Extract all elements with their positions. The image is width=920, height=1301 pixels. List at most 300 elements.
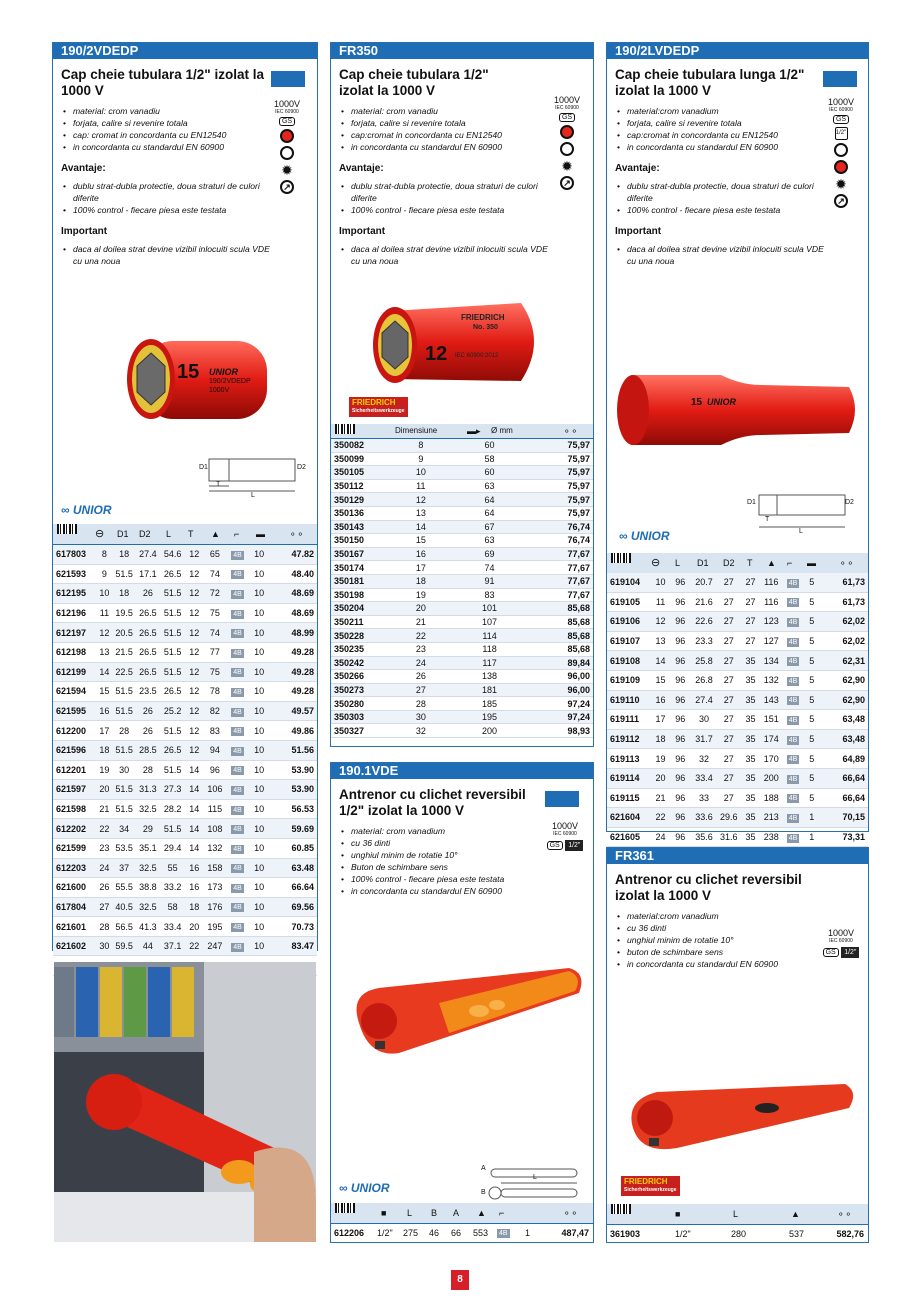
cell-d2: 27 — [717, 612, 741, 632]
features-list — [331, 825, 556, 897]
cell-code: 619112 — [607, 729, 652, 749]
cell-price: 83.47 — [269, 936, 317, 956]
cell-price: 49.28 — [269, 682, 317, 702]
cell-t: 12 — [184, 603, 204, 623]
cell-size: 21 — [652, 788, 670, 808]
feature-item: • cap: cromat in concordanta cu EN12540 — [63, 129, 278, 141]
advantage-item: • dublu strat-dubla protectie, doua straturi de culori diferite — [341, 180, 556, 204]
table-row — [53, 780, 317, 800]
important-item: • daca al doilea strat devine vizibil inlocuiti scula VDE cu una noua — [617, 243, 832, 267]
cell-price: 62,90 — [820, 670, 868, 690]
table-row — [331, 547, 593, 561]
cell-code: 621593 — [53, 564, 96, 584]
col-d1: D1 — [117, 529, 129, 539]
cell-t: 20 — [184, 917, 204, 937]
cell-a: 66 — [451, 1228, 462, 1238]
cell-diameter: 69 — [448, 547, 530, 561]
cell-d2: 29.6 — [717, 808, 741, 828]
cell-d2: 27 — [717, 670, 741, 690]
cell-t: 35 — [741, 827, 761, 847]
cell-d1: 35.6 — [691, 827, 717, 847]
cell-drive: 1/2" — [675, 1229, 691, 1239]
cell-tag — [226, 564, 250, 584]
cell-d2: 27 — [717, 788, 741, 808]
cell-d1: 20.5 — [113, 623, 135, 643]
cell-code: 617804 — [53, 897, 96, 917]
cell-size: 18 — [652, 729, 670, 749]
cell-t: 14 — [184, 838, 204, 858]
cell-t: 35 — [741, 651, 761, 671]
chrome-red-icon — [280, 129, 294, 143]
cell-size: 27 — [96, 897, 114, 917]
socket-brand: FRIEDRICH — [461, 313, 505, 322]
cell-code: 619111 — [607, 710, 652, 730]
cell-price: 59.69 — [269, 819, 317, 839]
cell-weight: 96 — [204, 760, 226, 780]
cell-tag — [226, 603, 250, 623]
cell-d1: 25.8 — [691, 651, 717, 671]
table-header — [53, 524, 317, 545]
cell-d1: 51.5 — [113, 780, 135, 800]
tag-4b: 4B — [788, 716, 798, 724]
friedrich-logo — [349, 397, 408, 417]
cell-l: 55 — [161, 858, 185, 878]
cell-l: 51.5 — [161, 721, 185, 741]
cell-d1: 23.3 — [691, 631, 717, 651]
cell-d2: 26.5 — [135, 642, 161, 662]
cell-diameter: 63 — [448, 479, 530, 493]
iec-label: IEC 60900 — [555, 105, 579, 111]
color-swatch — [823, 71, 857, 87]
cell-tag — [226, 838, 250, 858]
cell-code: 619110 — [607, 690, 652, 710]
tag-4b: 4B — [233, 767, 242, 775]
cell-t: 35 — [741, 710, 761, 730]
cell-t: 16 — [184, 878, 204, 898]
cell-weight: 158 — [204, 858, 226, 878]
cell-code: 621601 — [53, 917, 96, 937]
cell-l: 37.1 — [161, 936, 185, 956]
cell-code: 619114 — [607, 768, 652, 788]
cell-pack: 10 — [249, 662, 269, 682]
tag-4b: 4B — [233, 747, 242, 755]
table-row — [607, 710, 868, 730]
cell-price: 85,68 — [531, 642, 593, 656]
cell-price: 77,67 — [531, 561, 593, 575]
cell-pack: 10 — [249, 858, 269, 878]
cell-l: 96 — [669, 768, 691, 788]
cell-code: 617803 — [53, 545, 96, 564]
voltage-triangle-icon: 1000V — [553, 95, 581, 105]
cell-pack: 10 — [249, 780, 269, 800]
cell-price: 76,74 — [531, 520, 593, 534]
tag-4b: 4B — [788, 775, 798, 783]
tag-4b: 4B — [233, 610, 242, 618]
tag-4b: 4B — [233, 630, 242, 638]
iec-label: IEC 60900 — [275, 109, 299, 115]
feature-item: • forjata, calire si revenire totala — [617, 117, 832, 129]
cell-tag — [226, 682, 250, 702]
cell-d1: 33.4 — [691, 768, 717, 788]
table-row — [607, 670, 868, 690]
table-row — [53, 740, 317, 760]
no-slip-icon: ↗ — [560, 176, 574, 190]
cell-weight: 127 — [760, 631, 782, 651]
cell-price: 62,31 — [820, 651, 868, 671]
cell-t: 35 — [741, 670, 761, 690]
cell-weight: 75 — [204, 662, 226, 682]
cell-d1: 22.5 — [113, 662, 135, 682]
cell-code: 621605 — [607, 827, 652, 847]
unior-logo-text: UNIOR — [350, 1181, 390, 1195]
unior-logo: ∞ UNIOR — [339, 1181, 390, 1195]
cell-weight: 106 — [204, 780, 226, 800]
cell-l: 51.5 — [161, 603, 185, 623]
cell-d1: 37 — [113, 858, 135, 878]
cell-d1: 59.5 — [113, 936, 135, 956]
cell-l: 54.6 — [161, 545, 185, 564]
cell-pack: 5 — [804, 768, 820, 788]
feature-item: • cu 36 dinti — [341, 837, 556, 849]
socket-model: 190/2VDEDP — [209, 378, 251, 385]
cell-dimension: 11 — [393, 479, 448, 493]
cell-weight: 134 — [760, 651, 782, 671]
cell-code: 612198 — [53, 642, 96, 662]
cell-size: 13 — [96, 642, 114, 662]
cell-d2: 27 — [717, 631, 741, 651]
advantages-list — [53, 180, 278, 216]
tag-4b: 4B — [233, 904, 242, 912]
cell-weight: 132 — [760, 670, 782, 690]
cell-dimension: 32 — [393, 724, 448, 738]
cell-d1: 51.5 — [113, 682, 135, 702]
cell-code: 612203 — [53, 858, 96, 878]
table-row — [607, 768, 868, 788]
cell-tag — [782, 827, 804, 847]
feature-item: • material:crom vanadium — [617, 910, 832, 922]
cell-t: 27 — [741, 592, 761, 612]
feature-item: • material: crom vanadiu — [341, 105, 556, 117]
product-title: Cap cheie tubulara 1/2" izolat la 1000 V — [339, 67, 489, 98]
advantages-heading: Avantaje: — [339, 163, 384, 174]
cell-weight: 553 — [473, 1228, 489, 1238]
cell-tag — [226, 878, 250, 898]
cell-diameter: 91 — [448, 574, 530, 588]
cell-tag — [226, 662, 250, 682]
price-table — [331, 439, 593, 738]
cell-d1: 21.6 — [691, 592, 717, 612]
cell-t: 14 — [184, 760, 204, 780]
cell-d2: 29 — [135, 819, 161, 839]
cell-l: 96 — [669, 670, 691, 690]
cell-price: 75,97 — [531, 479, 593, 493]
cell-weight: 537 — [789, 1229, 805, 1239]
table-row — [607, 808, 868, 828]
cell-weight: 78 — [204, 682, 226, 702]
tag-4b: 4B — [788, 795, 798, 803]
cell-weight: 195 — [204, 917, 226, 937]
table-row — [53, 642, 317, 662]
table-row — [331, 710, 593, 724]
cell-price: 75,97 — [531, 506, 593, 520]
product-panel-190-2vdedp — [52, 42, 318, 951]
friedrich-logo-text: FRIEDRICH — [352, 398, 396, 407]
cell-d2: 26 — [135, 701, 161, 721]
table-row — [607, 827, 868, 847]
tag-4b: 4B — [233, 826, 242, 834]
table-row — [331, 561, 593, 575]
advantages-list — [607, 180, 832, 216]
ratchet-diagram — [481, 1159, 581, 1203]
cell-weight: 213 — [760, 808, 782, 828]
cell-tag — [226, 819, 250, 839]
cell-l: 280 — [731, 1229, 747, 1239]
cell-l: 96 — [669, 592, 691, 612]
cell-weight: 77 — [204, 642, 226, 662]
cell-code: 612201 — [53, 760, 96, 780]
cell-price: 60.85 — [269, 838, 317, 858]
table-row — [331, 493, 593, 507]
cell-code: 619113 — [607, 749, 652, 769]
cell-code: 350327 — [331, 724, 393, 738]
square-drive-icon: ■ — [381, 1208, 387, 1218]
cell-t: 12 — [184, 682, 204, 702]
ratchet-photo-svg — [54, 962, 316, 1242]
cell-size: 14 — [652, 651, 670, 671]
cell-diameter: 74 — [448, 561, 530, 575]
feature-item: • in concordanta cu standardul EN 60900 — [63, 141, 278, 153]
cell-t: 35 — [741, 749, 761, 769]
cell-dimension: 20 — [393, 602, 448, 616]
dim-a: A — [481, 1165, 486, 1172]
cell-diameter: 200 — [448, 724, 530, 738]
cell-t: 14 — [184, 799, 204, 819]
cell-pack: 5 — [804, 788, 820, 808]
cell-price: 96,00 — [531, 670, 593, 684]
no-slip-icon: ↗ — [834, 194, 848, 208]
table-row — [607, 651, 868, 671]
cell-price: 85,68 — [531, 629, 593, 643]
cell-size: 12 — [96, 623, 114, 643]
cell-price: 48.99 — [269, 623, 317, 643]
feature-item: • buton de schimbare sens — [617, 946, 832, 958]
tag-4b: 4B — [233, 845, 242, 853]
features-list — [331, 105, 556, 153]
tag-4b: 4B — [233, 590, 242, 598]
cell-price: 51.56 — [269, 740, 317, 760]
col-d2: D2 — [723, 558, 735, 568]
feature-item: • material:crom vanadium — [617, 105, 832, 117]
cell-d2: 27 — [717, 710, 741, 730]
cell-weight: 108 — [204, 819, 226, 839]
cell-code: 612199 — [53, 662, 96, 682]
cell-price: 62,02 — [820, 612, 868, 632]
cell-b: 46 — [429, 1228, 440, 1238]
table-row — [331, 656, 593, 670]
socket-size-number: 15 — [177, 361, 200, 383]
cell-diameter: 181 — [448, 683, 530, 697]
cell-weight: 173 — [204, 878, 226, 898]
cell-code: 621596 — [53, 740, 96, 760]
cell-t: 27 — [741, 612, 761, 632]
cell-d1: 30 — [113, 760, 135, 780]
cell-code: 350099 — [331, 452, 393, 466]
cell-d1: 51.5 — [113, 740, 135, 760]
cell-t: 12 — [184, 701, 204, 721]
advantage-item: • 100% control - fiecare piesa este testata — [63, 204, 278, 216]
drive-square-icon: 1/2" — [835, 127, 848, 140]
cell-code: 350228 — [331, 629, 393, 643]
table-row — [607, 592, 868, 612]
table-row — [53, 662, 317, 682]
tag-4b: 4B — [233, 728, 242, 736]
cell-code: 612200 — [53, 721, 96, 741]
cell-dimension: 27 — [393, 683, 448, 697]
cell-tag — [226, 917, 250, 937]
cell-size: 13 — [652, 631, 670, 651]
cell-price: 61,73 — [820, 573, 868, 592]
table-row — [331, 615, 593, 629]
cell-pack: 5 — [804, 612, 820, 632]
cell-d2: 17.1 — [135, 564, 161, 584]
tag-4b: 4B — [233, 649, 242, 657]
cell-code: 350112 — [331, 479, 393, 493]
cell-l: 51.5 — [161, 760, 185, 780]
cell-pack: 10 — [249, 740, 269, 760]
cell-tag — [782, 788, 804, 808]
cell-d2: 26 — [135, 721, 161, 741]
cell-pack: 10 — [249, 701, 269, 721]
cell-d1: 40.5 — [113, 897, 135, 917]
table-row — [331, 574, 593, 588]
socket-size-number: 15 — [691, 397, 703, 408]
cell-code: 361903 — [610, 1229, 641, 1239]
table-row — [331, 629, 593, 643]
cell-pack: 1 — [804, 827, 820, 847]
cell-t: 12 — [184, 642, 204, 662]
cell-dimension: 26 — [393, 670, 448, 684]
no-slip-icon: ↗ — [280, 180, 294, 194]
cell-l: 51.5 — [161, 642, 185, 662]
cell-dimension: 22 — [393, 629, 448, 643]
advantages-heading: Avantaje: — [615, 163, 660, 174]
cell-code: 621598 — [53, 799, 96, 819]
cell-l: 33.4 — [161, 917, 185, 937]
cell-l: 96 — [669, 612, 691, 632]
chrome-red-icon — [560, 125, 574, 139]
square-drive-icon: ■ — [675, 1209, 681, 1219]
dim-d1: D1 — [199, 464, 208, 471]
cell-l: 96 — [669, 710, 691, 730]
tag-4b: 4B — [788, 658, 798, 666]
cell-weight: 151 — [760, 710, 782, 730]
cell-d2: 41.3 — [135, 917, 161, 937]
cell-pack: 10 — [249, 721, 269, 741]
cell-price: 69.56 — [269, 897, 317, 917]
long-socket-svg — [611, 367, 861, 451]
unior-logo: ∞ UNIOR — [61, 503, 112, 517]
product-code-header: FR350 — [331, 43, 593, 59]
product-code-header: 190.1VDE — [331, 763, 593, 779]
cell-tag — [782, 651, 804, 671]
cell-pack: 5 — [804, 631, 820, 651]
cell-code: 621597 — [53, 780, 96, 800]
tag-4b: 4B — [788, 814, 798, 822]
col-t: T — [747, 558, 753, 568]
dim-l: L — [251, 492, 255, 499]
cell-d1: 32 — [691, 749, 717, 769]
cell-l: 96 — [669, 690, 691, 710]
cell-price: 49.28 — [269, 662, 317, 682]
cell-pack: 10 — [249, 564, 269, 584]
cell-d1: 22.6 — [691, 612, 717, 632]
cell-price: 48.69 — [269, 584, 317, 604]
cell-price: 62,90 — [820, 690, 868, 710]
cell-l: 96 — [669, 827, 691, 847]
color-swatch — [545, 791, 579, 807]
cell-code: 619104 — [607, 573, 652, 592]
table-row — [331, 724, 593, 738]
tag-4b: 4B — [788, 677, 798, 685]
cell-tag — [226, 897, 250, 917]
cell-d1: 27.4 — [691, 690, 717, 710]
weight-icon: ▲ — [211, 529, 220, 539]
cell-code: 350242 — [331, 656, 393, 670]
cell-code: 350136 — [331, 506, 393, 520]
cell-size: 19 — [652, 749, 670, 769]
cell-price: 56.53 — [269, 799, 317, 819]
cell-diameter: 67 — [448, 520, 530, 534]
cell-price: 582,76 — [836, 1229, 864, 1239]
advantage-item: • dublu strat-dubla protectie, doua straturi de culori diferite — [617, 180, 832, 204]
cell-dimension: 10 — [393, 466, 448, 480]
table-row — [607, 729, 868, 749]
cell-d2: 27 — [717, 749, 741, 769]
table-row — [331, 642, 593, 656]
cell-weight: 116 — [760, 573, 782, 592]
cell-code: 619106 — [607, 612, 652, 632]
tag-4b: 4B — [233, 708, 242, 716]
cell-pack: 10 — [249, 682, 269, 702]
cell-dimension: 14 — [393, 520, 448, 534]
cell-pack: 5 — [804, 592, 820, 612]
cell-d2: 26.5 — [135, 603, 161, 623]
table-row — [607, 788, 868, 808]
cell-tag — [226, 701, 250, 721]
cell-size: 28 — [96, 917, 114, 937]
table-row — [607, 573, 868, 592]
cell-price: 70,15 — [820, 808, 868, 828]
advantage-item: • 100% control - fiecare piesa este testata — [617, 204, 832, 216]
cell-d1: 33 — [691, 788, 717, 808]
cell-t: 12 — [184, 623, 204, 643]
cell-dimension: 18 — [393, 574, 448, 588]
cell-dimension: 21 — [393, 615, 448, 629]
tag-4b: 4B — [233, 551, 242, 559]
cell-dimension: 15 — [393, 534, 448, 548]
dimension-diagram — [747, 489, 859, 539]
cell-diameter: 64 — [448, 493, 530, 507]
important-item: • daca al doilea strat devine vizibil inlocuiti scula VDE cu una noua — [63, 243, 278, 267]
cell-weight: 174 — [760, 729, 782, 749]
friedrich-logo-sub: Sicherheitswerkzeuge — [352, 408, 405, 414]
cell-pack: 1 — [804, 808, 820, 828]
feature-item: • material: crom vanadiu — [63, 105, 278, 117]
cell-code: 350211 — [331, 615, 393, 629]
cell-size: 20 — [96, 780, 114, 800]
cell-code: 612197 — [53, 623, 96, 643]
cell-code: 350143 — [331, 520, 393, 534]
